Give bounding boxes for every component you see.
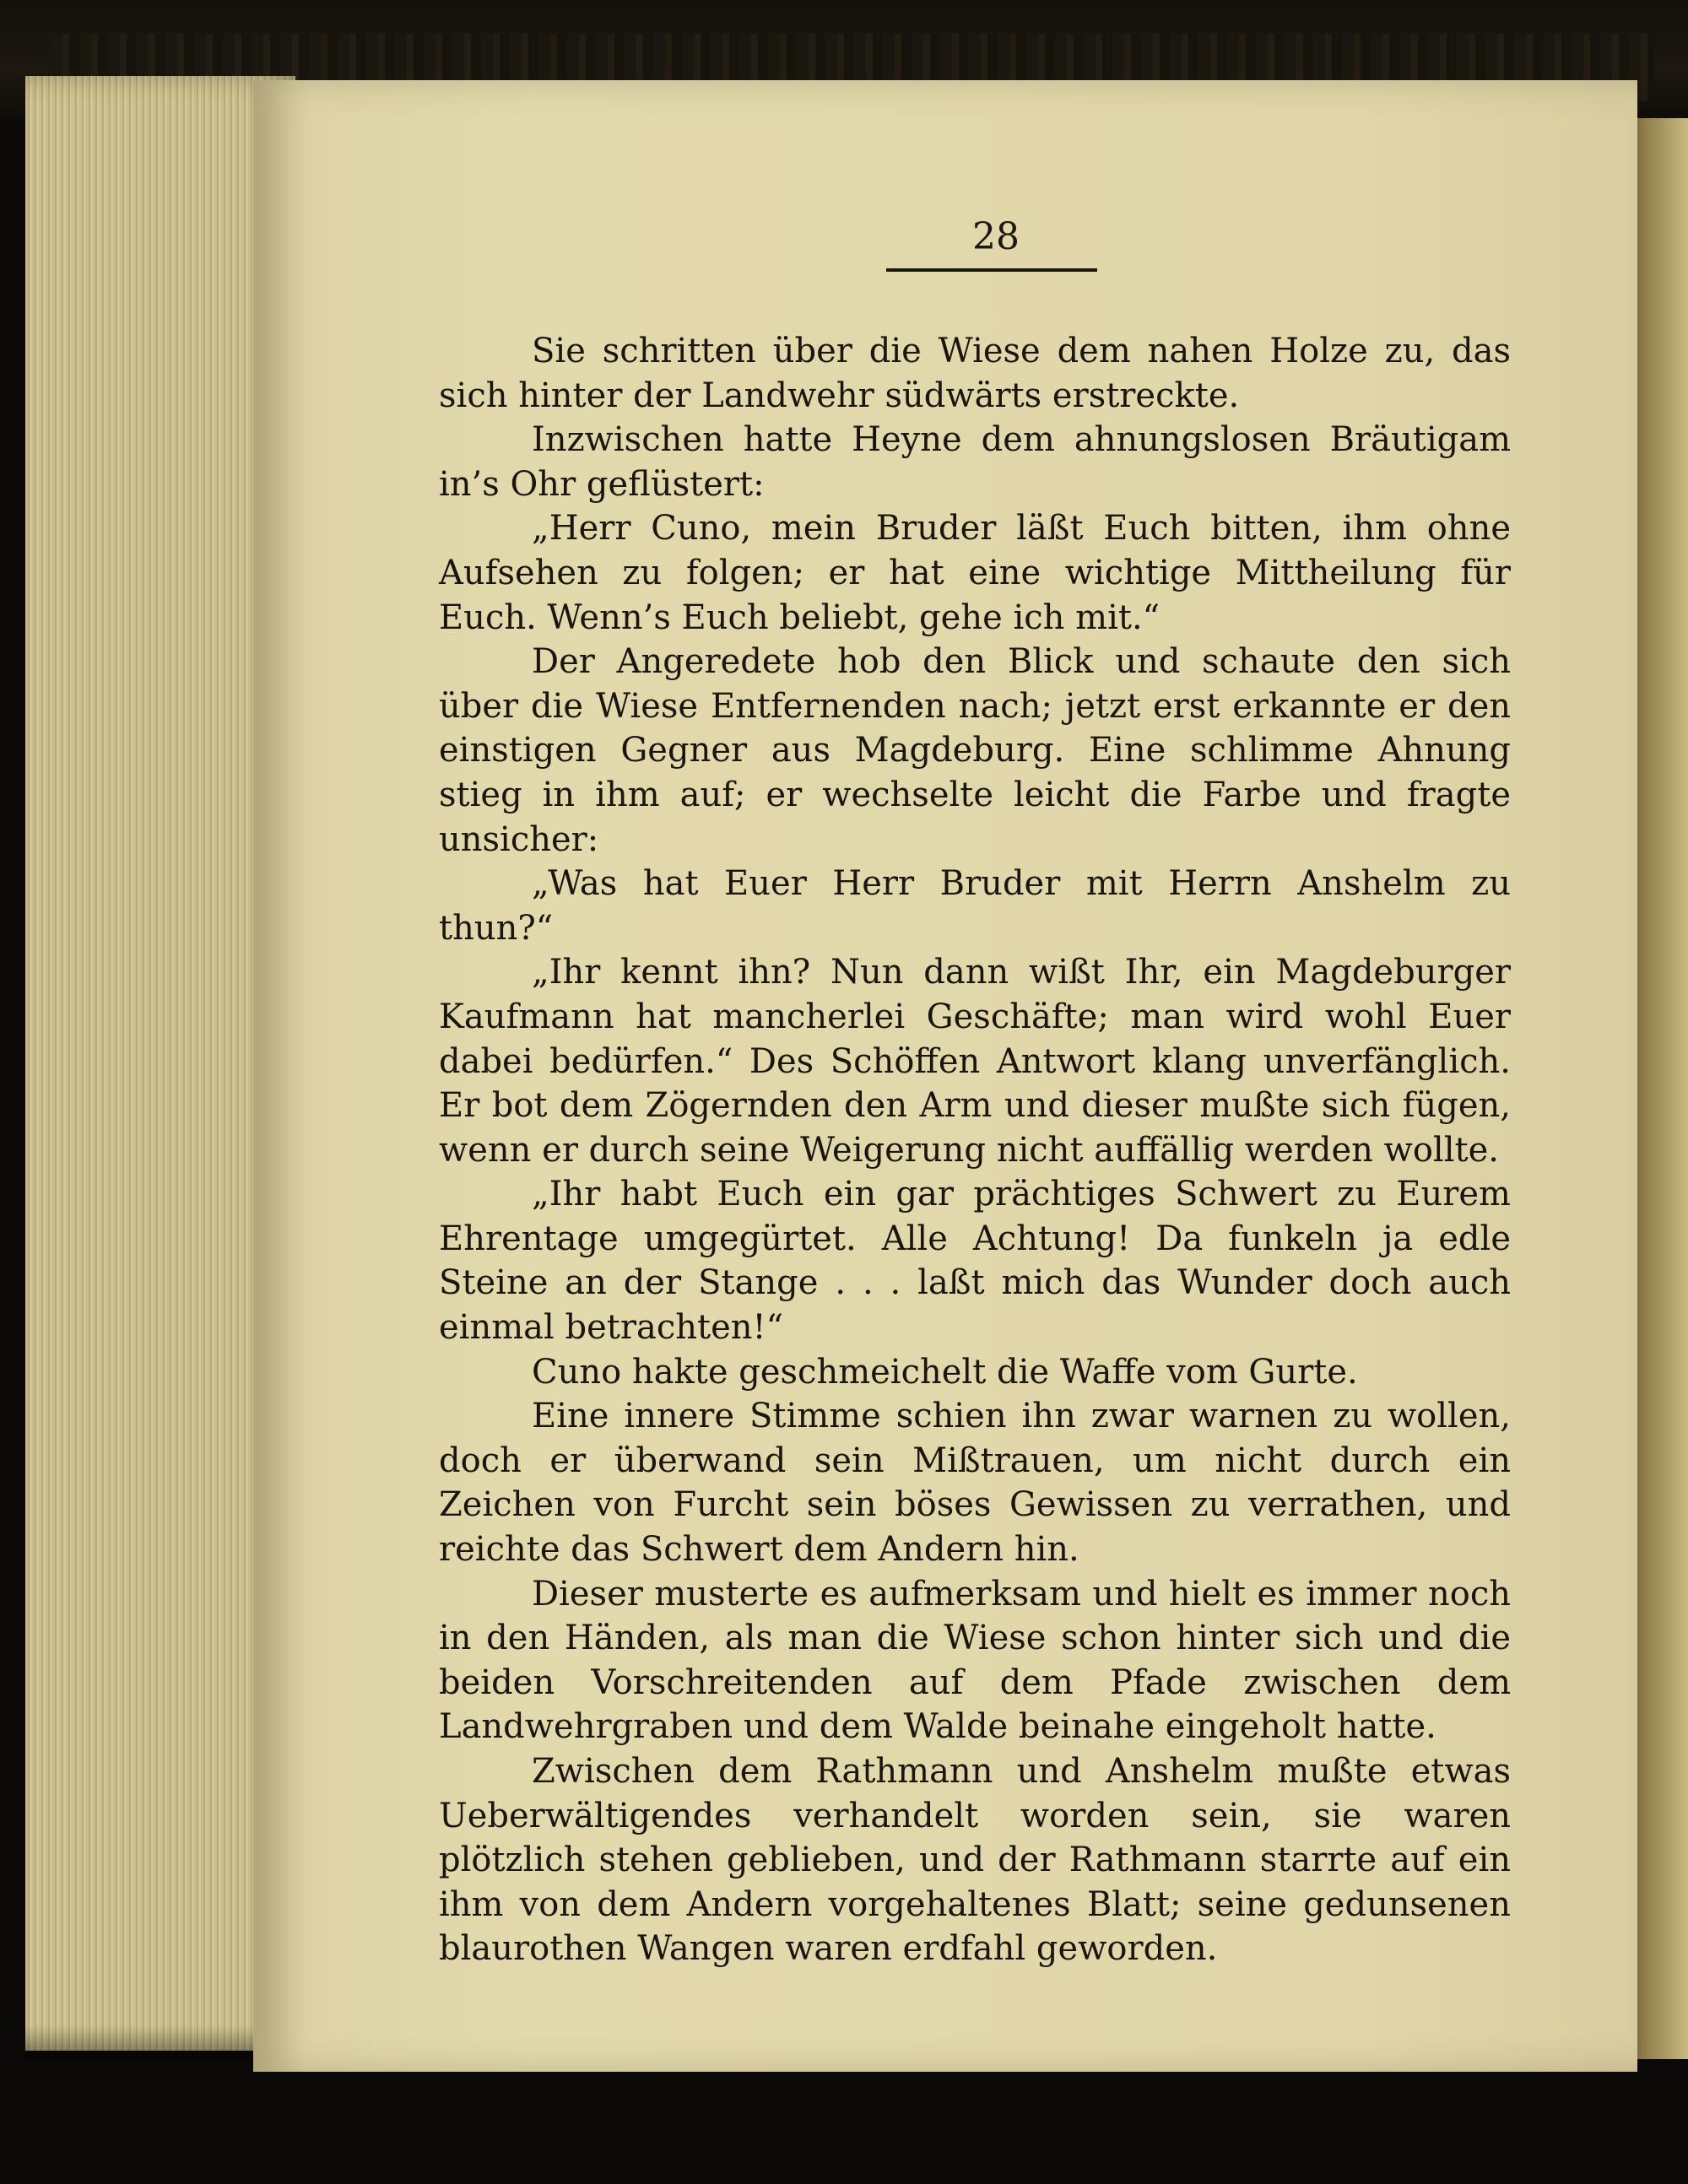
paragraph: Eine innere Stimme schien ihn zwar warnen zu wollen, doch er überwand sein Mißtrauen, um nicht durch ein Zeichen von Furcht sein böses Gewissen zu verrathen, und reichte das Schwert dem Andern hin.: [439, 1397, 1511, 1570]
paragraph: „Ihr kennt ihn? Nun dann wißt Ihr, ein Magdeburger Kaufmann hat mancherlei Geschäfte; man wird wohl Euer dabei bedürfen.“ Des Schöffen Antwort klang unverfänglich. Er bot dem Zögernden den Arm und dieser mußte sich fügen, wenn er durch seine Weigerung nicht auffällig werden wollte.: [439, 953, 1511, 1170]
page-number-rule: [886, 268, 1097, 272]
paragraph: „Herr Cuno, mein Bruder läßt Euch bitten, ihm ohne Aufsehen zu folgen; er hat eine wichtige Mittheilung für Euch. Wenn’s Euch beliebt, gehe ich mit.“: [439, 509, 1511, 637]
page-number: 28: [972, 215, 1020, 258]
paragraph: Dieser musterte es aufmerksam und hielt es immer noch in den Händen, als man die Wiese schon hinter sich und die beiden Vorschreitenden auf dem Pfade zwischen dem Landwehrgraben und dem Walde beinahe eingeholt hatte.: [439, 1574, 1511, 1747]
paragraph: Sie schritten über die Wiese dem nahen Holze zu, das sich hinter der Landwehr südwärts erstreckte.: [439, 332, 1511, 415]
body-text: [439, 329, 1511, 1971]
paragraph: Zwischen dem Rathmann und Anshelm mußte etwas Ueberwältigendes verhandelt worden sein, sie waren plötzlich stehen geblieben, und der Rathmann starrte auf ein ihm von dem Andern vorgehaltenes Blatt; seine gedunsenen blaurothen Wangen waren erdfahl geworden.: [439, 1752, 1511, 1969]
paragraph: Cuno hakte geschmeichelt die Waffe vom Gurte.: [532, 1352, 1358, 1392]
paragraph: „Ihr habt Euch ein gar prächtiges Schwert zu Eurem Ehrentage umgegürtet. Alle Achtung! Da funkeln ja edle Steine an der Stange . . . laßt mich das Wunder doch auch einmal betrachten!“: [439, 1175, 1511, 1348]
background-shadow: [0, 2059, 1688, 2184]
paragraph: Der Angeredete hob den Blick und schaute den sich über die Wiese Entfernenden nach; jetzt erst erkannte er den einstigen Gegner aus Magdeburg. Eine schlimme Ahnung stieg in ihm auf; er wechselte leicht die Farbe und fragte unsicher:: [439, 642, 1511, 859]
paragraph: Inzwischen hatte Heyne dem ahnungslosen Bräutigam in’s Ohr geflüstert:: [439, 420, 1511, 504]
paragraph: „Was hat Euer Herr Bruder mit Herrn Anshelm zu thun?“: [439, 864, 1511, 948]
